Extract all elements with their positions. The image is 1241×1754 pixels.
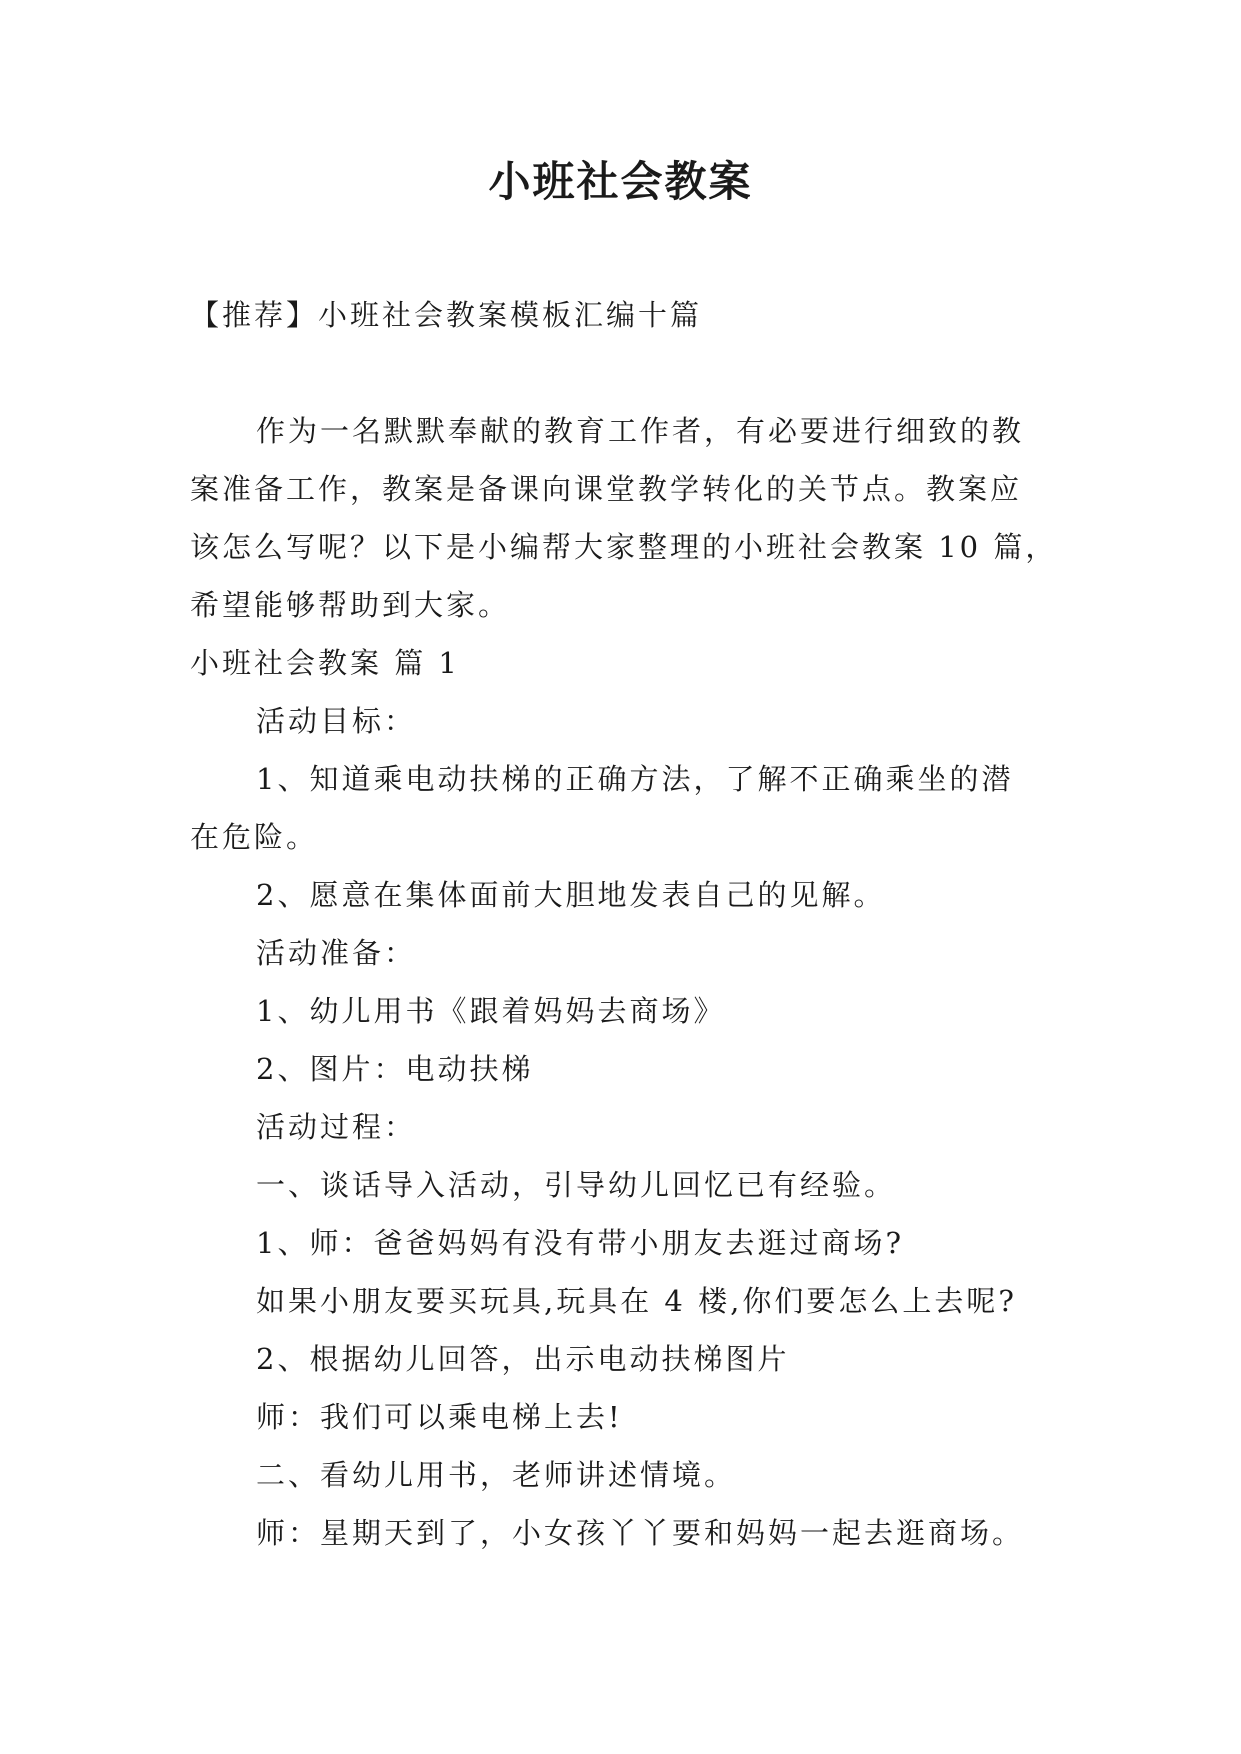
process-step: 二、看幼儿用书，老师讲述情境。 <box>256 1458 737 1492</box>
activity-preparation-heading: 活动准备： <box>256 936 417 970</box>
intro-paragraph-line: 该怎么写呢？以下是小编帮大家整理的小班社会教案 10 篇， <box>190 530 1058 564</box>
document-body <box>190 402 1058 1562</box>
process-line: 师：我们可以乘电梯上去! <box>256 1400 623 1434</box>
process-line: 2、根据幼儿回答，出示电动扶梯图片 <box>256 1342 790 1376</box>
process-line: 如果小朋友要买玩具,玩具在 4 楼,你们要怎么上去呢? <box>256 1284 1017 1318</box>
intro-paragraph-line: 希望能够帮助到大家。 <box>190 588 511 622</box>
activity-process-heading: 活动过程： <box>256 1110 417 1144</box>
process-line: 师：星期天到了，小女孩丫丫要和妈妈一起去逛商场。 <box>256 1516 1025 1550</box>
process-step: 一、谈话导入活动，引导幼儿回忆已有经验。 <box>256 1168 897 1202</box>
section-heading: 小班社会教案 篇 1 <box>190 646 460 680</box>
document-title: 小班社会教案 <box>488 157 753 206</box>
process-line: 1、师：爸爸妈妈有没有带小朋友去逛过商场? <box>256 1226 904 1260</box>
intro-paragraph-line: 作为一名默默奉献的教育工作者，有必要进行细致的教 <box>256 414 1025 448</box>
preparation-item: 1、幼儿用书《跟着妈妈去商场》 <box>256 994 726 1028</box>
goal-item: 2、愿意在集体面前大胆地发表自己的见解。 <box>256 878 886 912</box>
activity-goals-heading: 活动目标： <box>256 704 417 738</box>
goal-item: 1、知道乘电动扶梯的正确方法，了解不正确乘坐的潜 <box>256 762 1014 796</box>
document-subtitle: 【推荐】小班社会教案模板汇编十篇 <box>190 298 703 332</box>
goal-item-continuation: 在危险。 <box>190 820 319 854</box>
preparation-item: 2、图片：电动扶梯 <box>256 1052 534 1086</box>
intro-paragraph-line: 案准备工作，教案是备课向课堂教学转化的关节点。教案应 <box>190 472 1023 506</box>
